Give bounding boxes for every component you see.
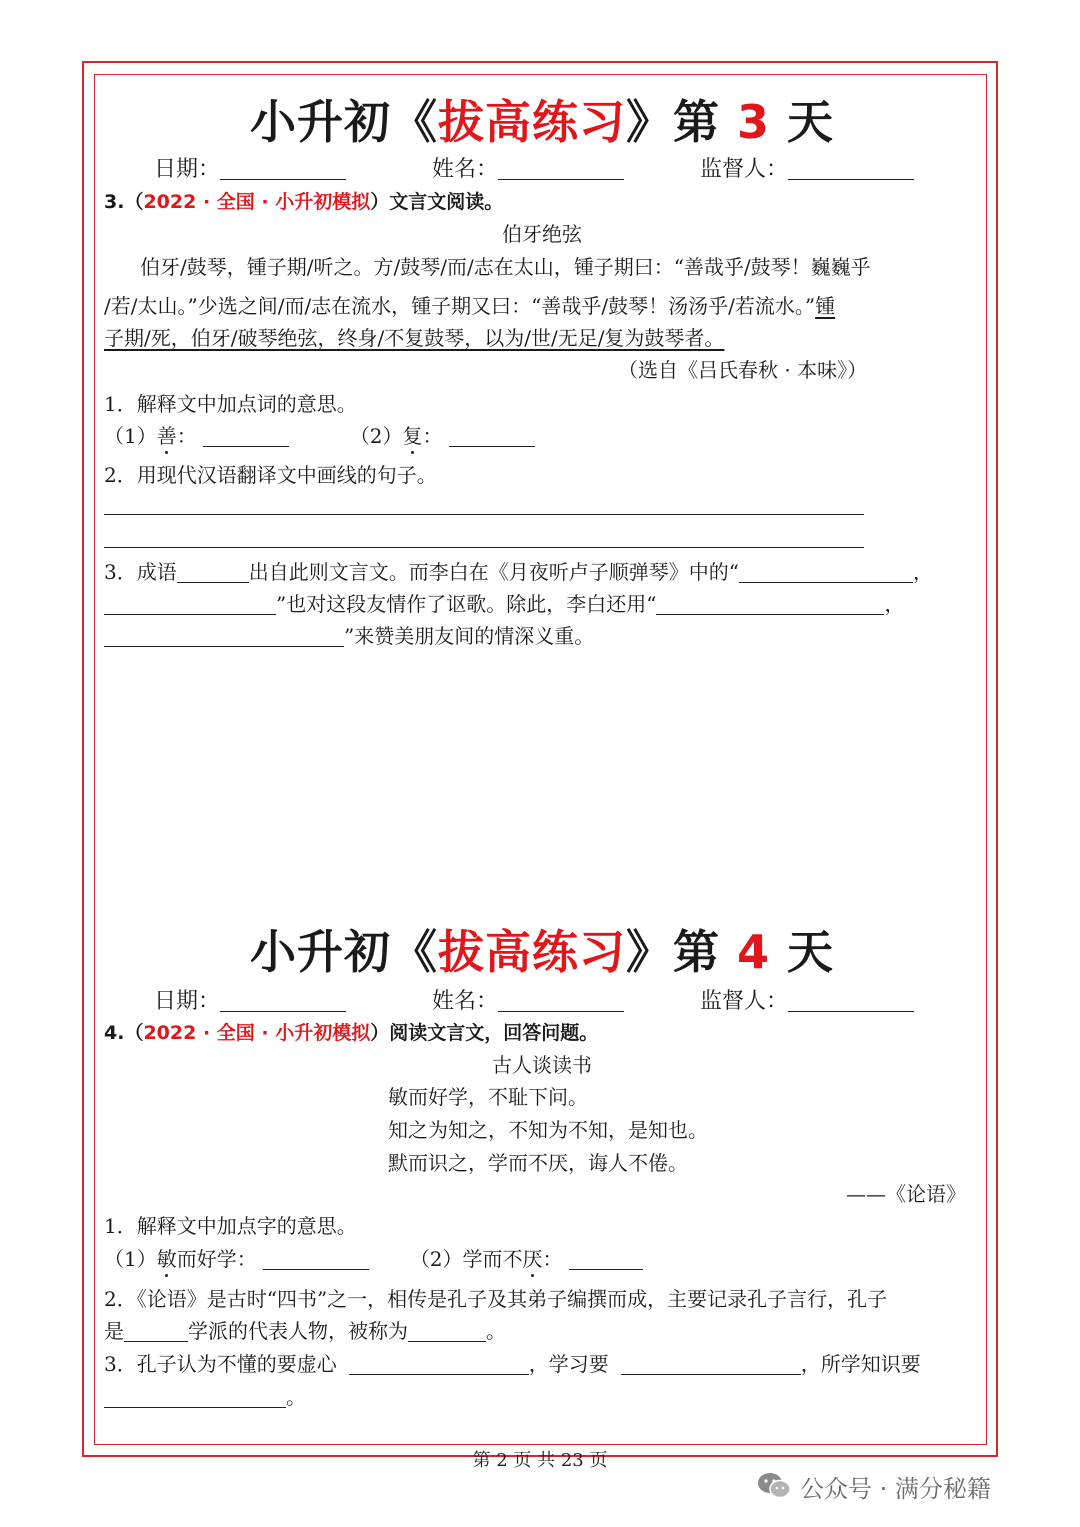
- day3-passage-line-1: 伯牙/鼓琴，锺子期/听之。方/鼓琴/而/志在太山，锺子期曰：“善哉乎/鼓琴！巍巍乎: [140, 255, 871, 279]
- day3-q3-idiom-blank[interactable]: [177, 560, 249, 583]
- day3-q2-answer-line-1[interactable]: [104, 514, 864, 515]
- day4-q1b-blank[interactable]: [569, 1247, 643, 1270]
- day4-supervisor-field[interactable]: 监督人：: [700, 984, 914, 1015]
- day3-q2-answer-line-2[interactable]: [104, 547, 864, 548]
- day4-passage-line-1: 敏而好学，不耻下问。: [388, 1085, 588, 1109]
- day3-title: 小升初《拔高练习》第 3 天: [249, 95, 835, 149]
- day3-passage-line-3: 子期/死，伯牙/破琴绝弦，终身/不复鼓琴，以为/世/无足/复为鼓琴者。: [104, 326, 725, 350]
- page-footer: 第 2 页 共 23 页: [472, 1450, 608, 1471]
- day3-q3-blank-1[interactable]: [739, 560, 913, 583]
- day3-q1b-blank[interactable]: [449, 424, 535, 447]
- day4-q2-blank-2[interactable]: [408, 1319, 486, 1342]
- watermark: [756, 1466, 991, 1506]
- day3-q1-items: （1）善： （2）复：: [104, 422, 535, 450]
- day3-q1a-blank[interactable]: [203, 424, 289, 447]
- day3-q3-blank-4[interactable]: [104, 624, 344, 647]
- day3-q3-line-3: ”来赞美朋友间的情深义重。: [104, 622, 594, 650]
- day3-q3-blank-3[interactable]: [656, 592, 884, 615]
- day4-passage-line-3: 默而识之，学而不厌，诲人不倦。: [388, 1151, 688, 1175]
- wechat-icon: [756, 1471, 792, 1501]
- day4-q3-blank-3[interactable]: [104, 1385, 286, 1408]
- day3-question-header: 3.（2022 · 全国 · 小升初模拟）文言文阅读。: [104, 191, 504, 213]
- day4-name-field[interactable]: 姓名：: [432, 984, 624, 1015]
- day4-q3-blank-1[interactable]: [349, 1352, 529, 1375]
- day4-title: 小升初《拔高练习》第 4 天: [249, 925, 835, 979]
- day3-q3-line-1: 3．成语 出自此则文言文。而李白在《月夜听卢子顺弹琴》中的“ ，: [104, 560, 933, 584]
- day3-q3-line-2: ”也对这段友情作了讴歌。除此，李白还用“ ，: [104, 590, 904, 618]
- day3-date-field[interactable]: 日期：: [154, 152, 346, 183]
- day4-q1-items: （1）敏而好学： （2）学而不厌：: [104, 1245, 643, 1273]
- day4-date-field[interactable]: 日期：: [154, 984, 346, 1015]
- day3-passage-line-2: /若/太山。”少选之间/而/志在流水，锺子期又曰：“善哉乎/鼓琴！汤汤乎/若流水。”锺: [104, 294, 836, 318]
- day4-passage-line-2: 知之为知之，不知为不知，是知也。: [388, 1118, 708, 1142]
- day4-passage-title: 古人谈读书: [492, 1053, 592, 1077]
- day3-q3-blank-2[interactable]: [104, 592, 276, 615]
- day3-name-field[interactable]: 姓名：: [432, 152, 624, 183]
- day4-question-header: 4.（2022 · 全国 · 小升初模拟）阅读文言文，回答问题。: [104, 1022, 599, 1044]
- watermark-text: 公众号 · 满分秘籍: [800, 1474, 991, 1503]
- day4-q3-blank-2[interactable]: [621, 1352, 801, 1375]
- day3-passage-title: 伯牙绝弦: [502, 222, 582, 246]
- day4-q2-blank-1[interactable]: [124, 1319, 188, 1342]
- day4-q3-line-2: 。: [104, 1383, 306, 1411]
- day3-supervisor-field[interactable]: 监督人：: [700, 152, 914, 183]
- day3-q1: 1．解释文中加点词的意思。: [104, 392, 357, 416]
- day4-q1a-blank[interactable]: [263, 1247, 369, 1270]
- day4-source: ——《论语》: [846, 1182, 966, 1206]
- day4-q1: 1．解释文中加点字的意思。: [104, 1214, 357, 1238]
- day4-q3-line-1: 3．孔子认为不懂的要虚心 ，学习要 ，所学知识要: [104, 1352, 921, 1376]
- day3-q2: 2．用现代汉语翻译文中画线的句子。: [104, 463, 437, 487]
- day4-q2-line-2: 是 学派的代表人物，被称为 。: [104, 1319, 506, 1343]
- day3-source: （选自《吕氏春秋 · 本味》）: [618, 358, 868, 382]
- day4-q2-line-1: 2．《论语》是古时“四书”之一，相传是孔子及其弟子编撰而成，主要记录孔子言行，孔子: [104, 1287, 888, 1311]
